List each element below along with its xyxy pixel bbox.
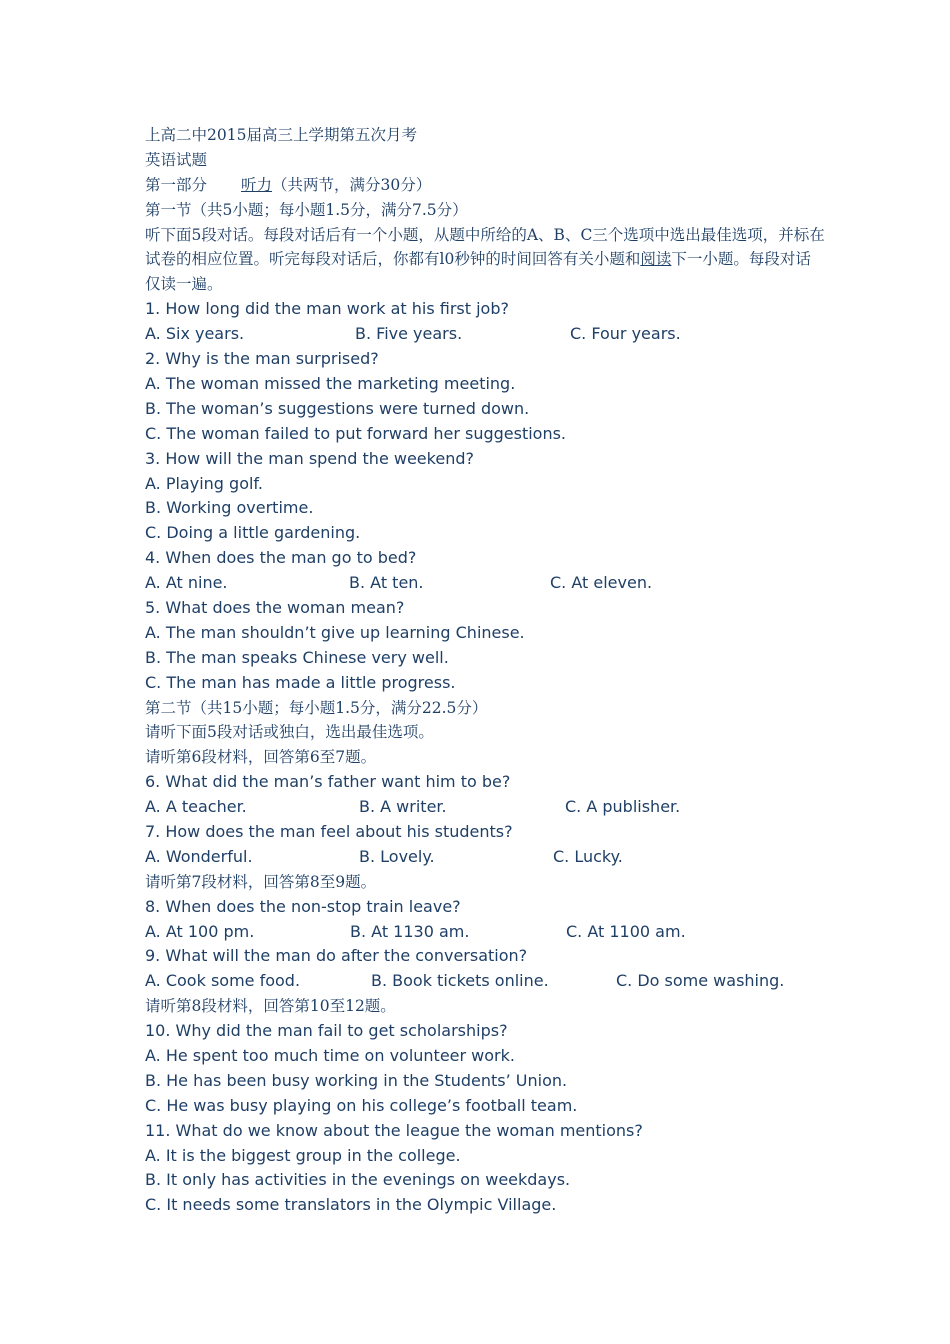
question-4: 4. When does the man go to bed? — [145, 548, 417, 568]
section2-heading: 第二节（共15小题；每小题1.5分，满分22.5分） — [145, 698, 488, 717]
option-b: B. Lovely. — [359, 846, 435, 866]
exam-content — [145, 123, 825, 1218]
question-1-options — [145, 322, 825, 347]
question-7: 7. How does the man feel about his students? — [145, 821, 513, 841]
option-c: C. Do some washing. — [616, 971, 785, 991]
option-c: C. The woman failed to put forward her suggestions. — [145, 423, 567, 443]
option-c: C. A publisher. — [565, 797, 681, 817]
exam-title: 上高二中2015届高三上学期第五次月考 — [145, 126, 417, 144]
material-7-note: 请听第7段材料，回答第8至9题。 — [145, 872, 377, 891]
section1-instructions — [145, 223, 825, 298]
option-a: A. The woman missed the marketing meeting. — [145, 373, 516, 393]
option-b: B. Working overtime. — [145, 498, 314, 518]
question-6-options — [145, 795, 825, 820]
option-b: B. The man speaks Chinese very well. — [145, 647, 449, 667]
option-b: B. At ten. — [349, 573, 424, 593]
question-10: 10. Why did the man fail to get scholarships? — [145, 1021, 508, 1041]
option-c: C. At eleven. — [550, 573, 653, 593]
option-a: A. Wonderful. — [145, 846, 253, 866]
exam-subtitle: 英语试题 — [145, 150, 208, 169]
option-a: A. It is the biggest group in the college. — [145, 1145, 461, 1165]
option-c: C. It needs some translators in the Olympic Village. — [145, 1195, 557, 1215]
part1-heading — [145, 173, 825, 198]
option-a: A. He spent too much time on volunteer work. — [145, 1046, 515, 1065]
question-8: 8. When does the non-stop train leave? — [145, 896, 461, 916]
option-b: B. He has been busy working in the Students’ Union. — [145, 1070, 568, 1090]
option-c: C. Lucky. — [553, 846, 623, 866]
part1-note: （共两节，满分30分） — [272, 175, 432, 194]
option-a: A. A teacher. — [145, 797, 247, 817]
option-a: A. Six years. — [145, 324, 245, 344]
option-a: A. The man shouldn’t give up learning Chinese. — [145, 622, 525, 642]
section1-heading: 第一节（共5小题；每小题1.5分，满分7.5分） — [145, 200, 468, 219]
option-c: C. He was busy playing on his college’s football team. — [145, 1095, 578, 1115]
question-1: 1. How long did the man work at his first job? — [145, 299, 509, 319]
option-c: C. At 1100 am. — [566, 921, 686, 941]
material-6-note: 请听第6段材料，回答第6至7题。 — [145, 748, 377, 767]
material-8-note: 请听第8段材料，回答第10至12题。 — [145, 997, 396, 1016]
option-b: B. The woman’s suggestions were turned down. — [145, 398, 530, 418]
option-b: B. It only has activities in the evenings on weekdays. — [145, 1170, 571, 1190]
option-c: C. Four years. — [570, 324, 681, 344]
option-b: B. At 1130 am. — [350, 921, 470, 941]
question-6: 6. What did the man’s father want him to be? — [145, 772, 511, 792]
part1-label: 第一部分 — [145, 175, 208, 194]
option-a: A. Playing golf. — [145, 473, 263, 493]
section1-instr-part-b: 下一小题。每段对话仅读一遍。 — [145, 250, 811, 294]
option-b: B. Five years. — [355, 324, 463, 344]
option-c: C. Doing a little gardening. — [145, 523, 361, 543]
option-a: A. Cook some food. — [145, 971, 301, 991]
question-3: 3. How will the man spend the weekend? — [145, 448, 474, 468]
option-b: B. Book tickets online. — [371, 971, 549, 991]
section1-instr-part-a: 听下面5段对话。每段对话后有一个小题，从题中所给的A、B、C三个选项中选出最佳选项，并标在试卷的相应位置。听完每段对话后，你都有l0秒钟的时间回答有关小题和 — [145, 225, 825, 269]
reading-link[interactable]: 阅读 — [640, 250, 672, 269]
question-4-options — [145, 571, 825, 596]
option-a: A. At nine. — [145, 573, 228, 593]
question-8-options — [145, 920, 825, 945]
section2-instructions: 请听下面5段对话或独白，选出最佳选项。 — [145, 723, 434, 742]
option-c: C. The man has made a little progress. — [145, 672, 456, 692]
question-9-options — [145, 969, 825, 994]
question-7-options — [145, 845, 825, 870]
question-11: 11. What do we know about the league the woman mentions? — [145, 1120, 643, 1140]
option-a: A. At 100 pm. — [145, 921, 255, 941]
question-5: 5. What does the woman mean? — [145, 597, 405, 617]
option-b: B. A writer. — [359, 797, 447, 817]
question-2: 2. Why is the man surprised? — [145, 349, 379, 369]
part1-name-link[interactable]: 听力 — [241, 175, 273, 194]
question-9: 9. What will the man do after the conversation? — [145, 946, 528, 966]
